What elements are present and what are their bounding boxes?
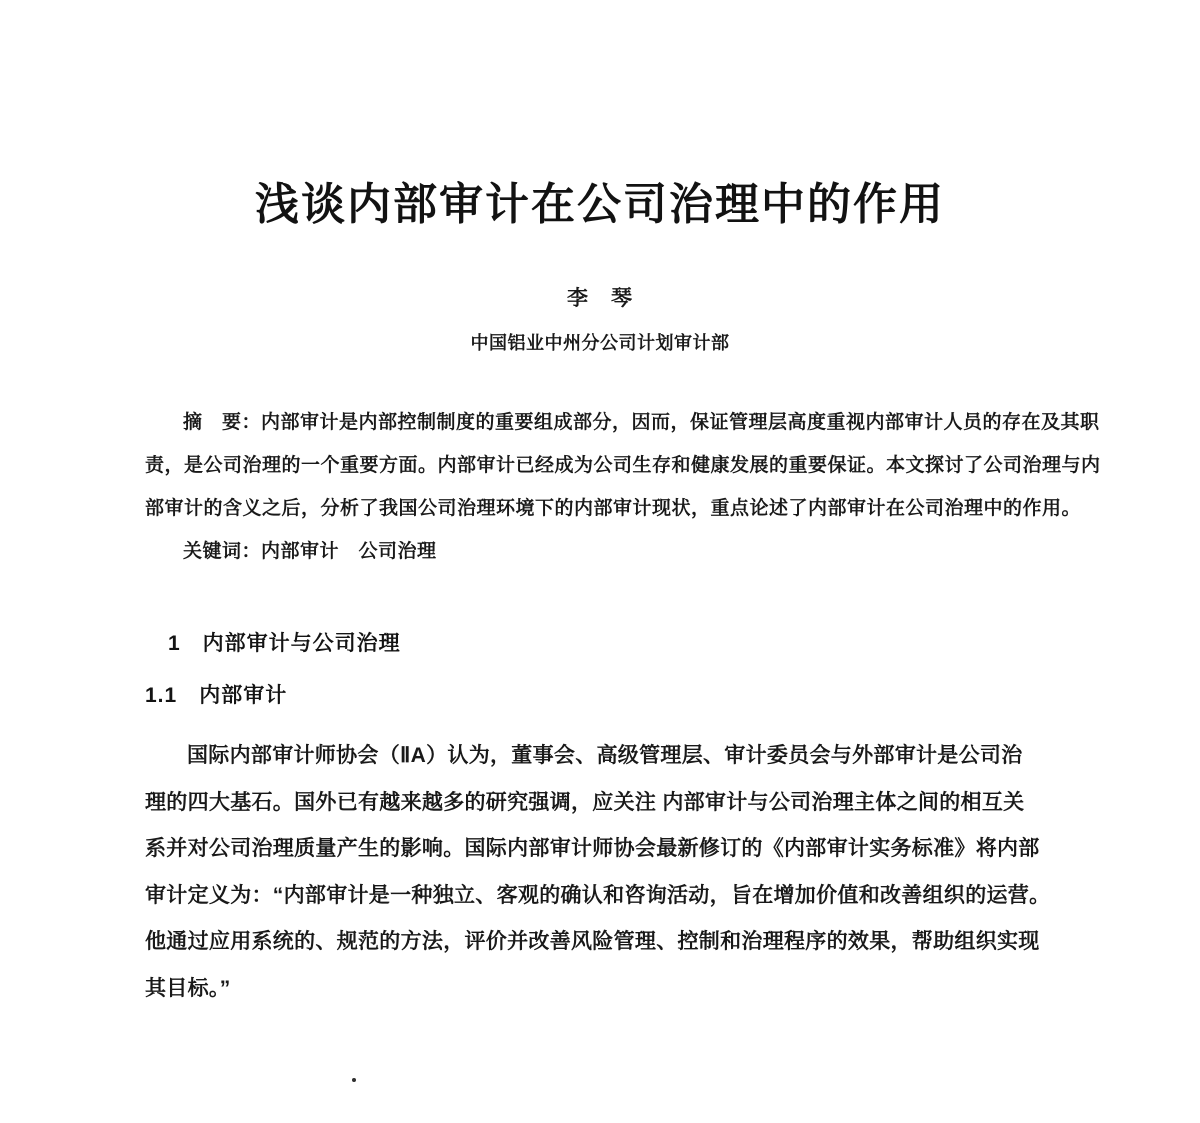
body-line: 国际内部审计师协会（ⅡA）认为，董事会、高级管理层、审计委员会与外部审计是公司治 bbox=[187, 744, 1023, 767]
document-page bbox=[0, 168, 1200, 1123]
abstract-label: 摘 要： bbox=[183, 412, 262, 433]
abstract-line-1 bbox=[145, 401, 1100, 444]
paper-title: 浅谈内部审计在公司治理中的作用 bbox=[255, 180, 945, 229]
abstract-block bbox=[145, 401, 1101, 573]
section-heading-1: 1 内部审计与公司治理 bbox=[168, 632, 401, 655]
body-paragraph bbox=[145, 733, 1070, 1012]
author-affiliation: 中国铝业中州分公司计划审计部 bbox=[470, 333, 730, 353]
abstract-line-3: 部审计的含义之后，分析了我国公司治理环境下的内部审计现状，重点论述了内部审计在公司治理中的作用。 bbox=[145, 498, 1082, 519]
body-line: 审计定义为：“内部审计是一种独立、客观的确认和咨询活动，旨在增加价值和改善组织的运营。 bbox=[145, 883, 1051, 907]
body-line: 其目标。” bbox=[145, 976, 231, 1000]
scan-artifact-dot bbox=[352, 1078, 356, 1082]
body-line: 理的四大基石。国外已有越来越多的研究强调，应关注 内部审计与公司治理主体之间的相互关 bbox=[145, 790, 1025, 814]
body-line: 系并对公司治理质量产生的影响。国际内部审计师协会最新修订的《内部审计实务标准》将内部 bbox=[145, 837, 1040, 860]
keywords-label: 关键词： bbox=[183, 541, 262, 562]
abstract-line-2: 责，是公司治理的一个重要方面。内部审计已经成为公司生存和健康发展的重要保证。本文探讨了公司治理与内 bbox=[145, 455, 1101, 476]
abstract-text: 内部审计是内部控制制度的重要组成部分，因而，保证管理层高度重视内部审计人员的存在及其职 bbox=[261, 412, 1100, 433]
author-name: 李 琴 bbox=[567, 287, 633, 310]
section-heading-1-1: 1.1 内部审计 bbox=[145, 684, 288, 707]
body-line: 他通过应用系统的、规范的方法，评价并改善风险管理、控制和治理程序的效果，帮助组织实现 bbox=[145, 930, 1040, 953]
keywords-text: 内部审计 公司治理 bbox=[261, 541, 437, 562]
keywords-line bbox=[145, 530, 1070, 573]
